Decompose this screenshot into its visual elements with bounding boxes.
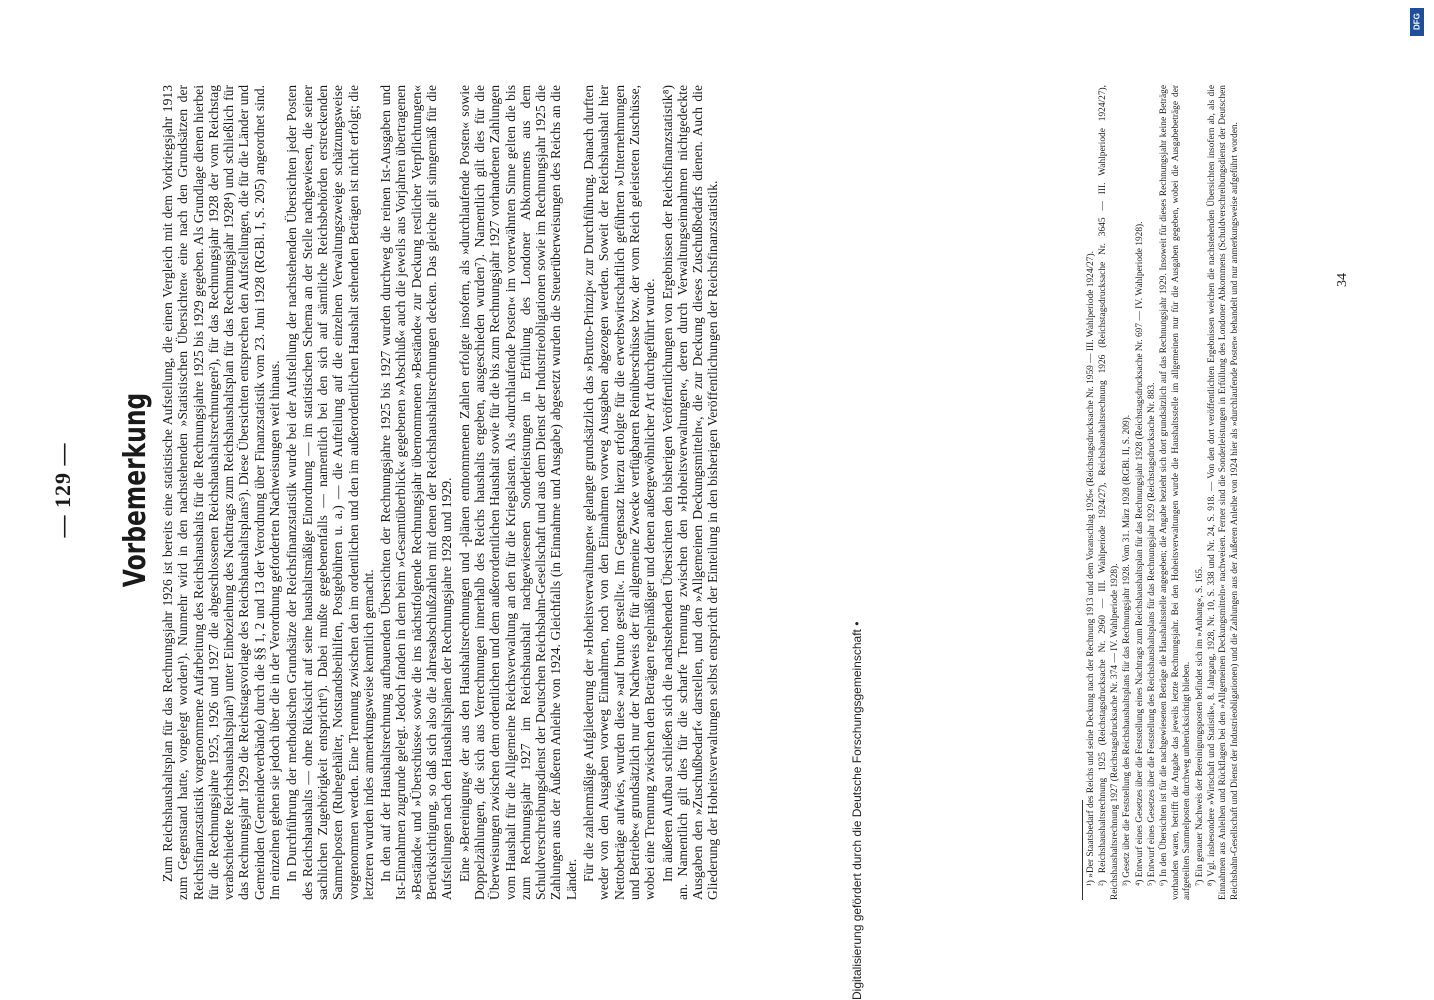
footnote-2: ²) Reichshaushaltsrechnung 1925 (Reichstagsdrucksache Nr. 2960 — III. Wahlperiode 1924/27), Reichshaushaltsrechnung 1926 (Reichstagsdrucksache Nr. 3645 — III. Wahlperiode 1924/27), Reichshaushaltsrechnung 1927 (Reichstagsdrucksache Nr. 374 — IV. Wahlperiode 1928). (1098, 85, 1120, 900)
body-text (160, 85, 1060, 900)
paragraph-6: Im äußeren Aufbau schließen sich die nachstehenden Übersichten den bisherigen Veröffentlichungen von Ergebnissen der Reichsfinanzstatistik⁸) an. Namentlich gilt dies für die scharfe Trennung zwischen den »Hoheitsverwaltungen«, deren durch Verwaltungseinnahmen nichtgedeckte Ausgaben den »Zuschußbedarf« darstellen, und den »Allgemeinen Deckungsmitteln«, die zur Deckung dieses Zuschußbedarfs dienen. Auch die Gliederung der Hoheitsverwaltungen selbst entspricht der Einteilung in den bisherigen Veröffentlichungen der Reichsfinanzstatistik. (659, 85, 721, 900)
paragraph-2: In Durchführung der methodischen Grundsätze der Reichsfinanzstatistik wurde bei der Aufstellung der nachstehenden Übersichten jeder Posten des Reichshaushalts — ohne Rücksicht auf seine haushaltsmäßige Einordnung — im statistischen Schema an der Stelle nachgewiesen, die seiner sachlichen Zugehörigkeit entspricht⁶). Dabei mußte gegebenenfalls — namentlich bei den sich auf sämtliche Reichsbehörden erstreckenden Sammelposten (Ruhegehälter, Notstandsbeihilfen, Postgebühren u. a.) — die Aufteilung auf die einzelnen Verwaltungszweige schätzungsweise vorgenommen werden. Eine Trennung zwischen den im ordentlichen und den im außerordentlichen Haushalt stehenden Beträgen ist nicht erfolgt; die letzteren wurden indes anmerkungsweise kenntlich gemacht. (284, 85, 376, 900)
footnote-6: ⁶) In den Übersichten ist für die nachgewiesenen Beträge die Haushaltsstelle angegeben; die Angabe bezieht sich dort grundsätzlich auf das Rechnungsjahr 1929. Insoweit für dieses Rechnungsjahr keine Beträge vorhanden waren, betrifft die Angabe das jeweils letzte Rechnungsjahr. Bei den Hoheitsverwaltungen wurde die Haushaltsstelle im allgemeinen nur für die Ausgaben gegeben, wobei die Ausgabebeträge der aufgeteilten Sammelposten durchweg unberücksichtigt blieben. (1159, 85, 1193, 900)
paragraph-1: Zum Reichshaushaltsplan für das Rechnungsjahr 1926 ist bereits eine statistische Aufstellung, die einen Vergleich mit dem Vorkriegsjahr 1913 zum Gegenstand hatte, vorgelegt worden¹). Nunmehr wird in den nachstehenden »Statistischen Übersichten« eine nach den Grundsätzen der Reichsfinanzstatistik vorgenommene Aufarbeitung des Reichshaushalts für die Rechnungsjahre 1925 bis 1929 gegeben. Als Grundlage dienen hierbei für die Rechnungsjahre 1925, 1926 und 1927 die abgeschlossenen Reichshaushaltsrechnungen²), für das Rechnungsjahr 1928 der vom Reichstag verabschiedete Reichshaushaltsplan³) unter Einbeziehung des Nachtrags zum Reichshaushaltsplan für das Rechnungsjahr 1928⁴) und schließlich für das Rechnungsjahr 1929 die Reichstagsvorlage des Reichshaushaltsplans⁵). Diese Übersichten entsprechen den Aufstellungen, die für die Länder und Gemeinden (Gemeindeverbände) durch die §§ 1, 2 und 13 der Verordnung über Finanzstatistik vom 23. Juni 1928 (RGBl. I, S. 205) angeordnet sind. Im einzelnen gehen sie jedoch über die in der Verordnung geforderten Nachweisungen weit hinaus. (160, 85, 283, 900)
footnote-8: ⁸) Vgl. insbesondere »Wirtschaft und Statistik«, 8. Jahrgang, 1928, Nr. 10, S. 338 und Nr. 24, S. 918. — Von den dort veröffentlichten Ergebnissen weichen die nachstehenden Übersichten insofern ab, als die Einnahmen aus Anleihen und Rückflagen bei den »Allgemeinen Deckungsmitteln« nachweisen. Ferner sind die Sonderleistungen in Erfüllung des Londoner Abkommens (Schuldverschreibungsdienst der Deutschen Reichsbahn-Gesellschaft und Dienst der Industrieobligationen) und die Zahlungen aus der Äußeren Anleihe von 1924 hier als »durchlaufende Posten« behandelt und nur anmerkungsweise aufgeführt worden. (1207, 85, 1240, 900)
paragraph-4: Eine »Bereinigung« der aus den Haushaltsrechnungen und -plänen entnommenen Zahlen erfolgte insofern, als »durchlaufende Posten« sowie Doppelzählungen, die sich aus Verrechnungen innerhalb des Reichs haushalts ergeben, ausgeschieden wurden⁷). Namentlich gilt dies für die Überweisungen zwischen dem ordentlichen und dem außerordentlichen Haushalt sowie für die bis zum Rechnungsjahr 1927 vorhandenen Zahlungen vom Haushalt für die Allgemeine Reichsverwaltung an den für die Kriegslasten. Als »durchlaufende Posten« im vorerwähnten Sinne gelten die bis zum Rechnungsjahr 1927 im Reichshaushalt nachgewiesenen Sonderleistungen in Erfüllung des Londoner Abkommens aus dem Schuldverschreibungsdienst der Deutschen Reichsbahn-Gesellschaft und aus dem Dienst der Industrieobligationen sowie im Rechnungsjahr 1925 die Zahlungen aus der Äußeren Anleihe von 1924. Gleichfalls (in Einnahme und Ausgabe) abgesetzt wurden die Steuerüberweisungen des Reichs an die Länder. (456, 85, 579, 900)
page-number: — 129 — (50, 442, 75, 538)
digitization-notice: Digitalisierung gefördert durch die Deutsche Forschungsgemeinschaft • (850, 621, 864, 1000)
page-heading: Vorbemerkung (118, 392, 153, 588)
footnotes (1086, 85, 1242, 900)
dfg-logo: DFG (1410, 8, 1424, 36)
paragraph-3: In den auf der Haushaltsrechnung aufbauenden Übersichten der Rechnungsjahre 1925 bis 1927 wurden durchweg die reinen Ist-Ausgaben und Ist-Einnahmen zugrunde gelegt. Jedoch fanden in dem beim »Gesamtüberblick« gegebenen »Abschluß« auch die jeweils aus Vorjahren übertragenen »Bestände« und »Überschüsse« sowie die ins nächstfolgende Rechnungsjahr übernommenen »Bestände« zur Deckung restlicher Verpflichtungen« Berücksichtigung, so daß sich also die Jahresabschlußzahlen mit denen der Reichshaushaltsrechnungen decken. Das gleiche gilt sinngemäß für die Aufstellungen nach den Haushaltsplänen der Rechnungsjahre 1928 und 1929. (378, 85, 455, 900)
bottom-page-number: 34 (1335, 273, 1350, 287)
footnote-5: ⁵) Entwurf eines Gesetzes über die Feststellung des Reichshaushaltsplans für das Rechnungsjahr 1929 (Reichstagsdrucksache Nr. 883. (1147, 382, 1158, 886)
footnote-3: ³) Gesetz über die Feststellung des Reichshaushaltsplans für das Rechnungsjahr 1928. Vom 31. März 1928 (RGBl. II, S. 209). (1122, 414, 1133, 886)
footnote-1: ¹) »Der Staatsbedarf des Reichs und seine Deckung nach der Rechnung 1913 und dem Voranschlag 1926« (Reichstagsdrucksache Nr. 1959 — III. Wahlperiode 1924/27). (1086, 251, 1096, 886)
footnote-7: ⁷) Ein genauer Nachweis der Bereinigungsposten befindet sich im »Anhang«, S. 165. (1194, 566, 1205, 886)
paragraph-5: Für die zahlenmäßige Aufgliederung der »Hoheitsverwaltungen« gelangte grundsätzlich das »Brutto-Prinzip« zur Durchführung. Danach durften weder von den Ausgaben vorweg Einnahmen, noch von den Einnahmen vorweg Ausgaben abgezogen werden. Soweit der Reichshaushalt hier Nettobeträge aufwies, wurden diese »auf brutto gestellt«. Im Gegensatz hierzu erfolgte für die erwerbswirtschaftlich geführten »Unternehmungen und Betriebe« grundsätzlich nur der Nachweis der für allgemeine Zwecke verfügbaren Reinüberschüsse bzw. der vom Reich geleisteten Zuschüsse, wobei eine Trennung zwischen den Beträgen regelmäßiger und denen außergewöhnlicher Art durchgeführt wurde. (581, 85, 658, 900)
footnote-4: ⁴) Entwurf eines Gesetzes über die Feststellung eines Nachtrags zum Reichshaushaltsplan für das Rechnungsjahr 1928 (Reichstagsdrucksache Nr. 697 — IV. Wahlperiode 1928). (1134, 221, 1145, 886)
footnote-divider (1082, 800, 1083, 900)
